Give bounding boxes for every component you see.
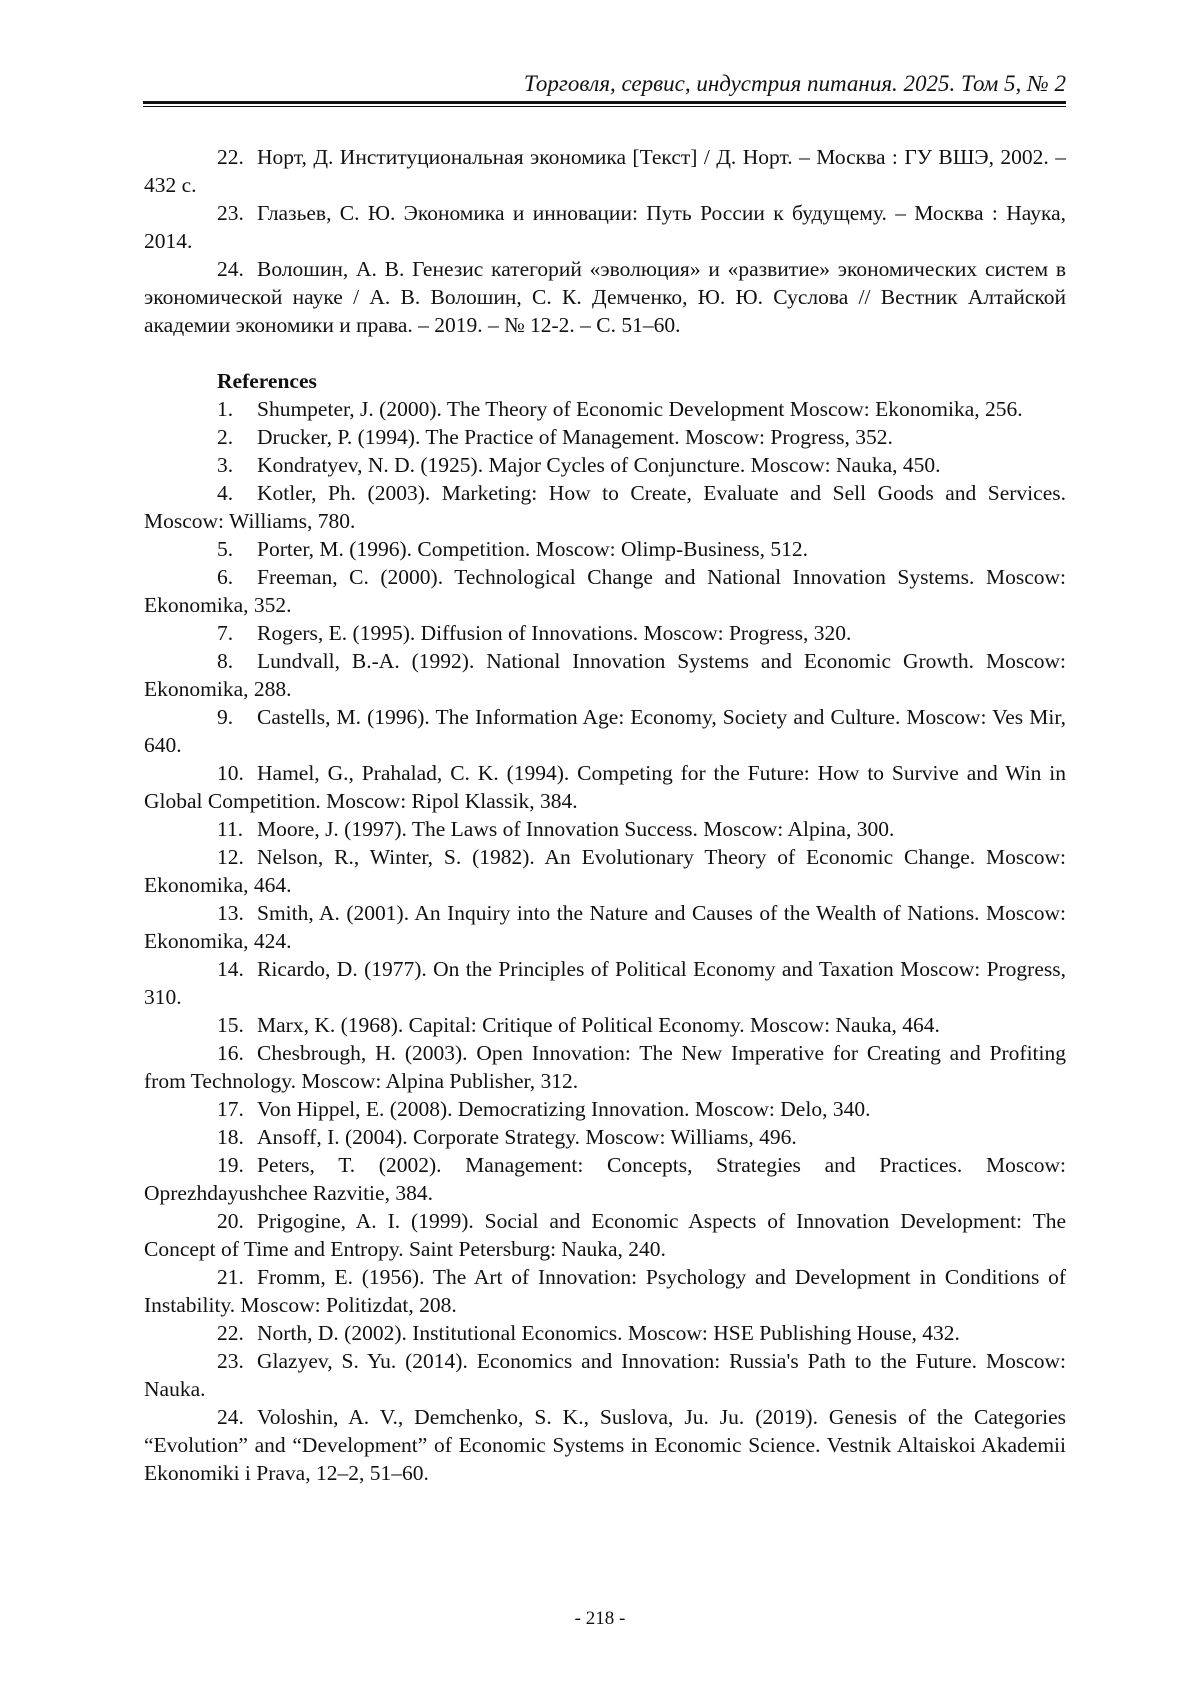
russian-reference-list (144, 143, 1066, 339)
reference-text: Nelson, R., Winter, S. (1982). An Evolutionary Theory of Economic Change. Moscow: Ekonomika, 464. (144, 845, 1066, 897)
reference-text: Норт, Д. Институциональная экономика [Текст] / Д. Норт. – Москва : ГУ ВШЭ, 2002. – 432 с. (144, 145, 1066, 197)
reference-entry (144, 899, 1066, 955)
reference-number: 7. (217, 621, 234, 645)
reference-text: Marx, K. (1968). Capital: Critique of Political Economy. Moscow: Nauka, 464. (257, 1013, 940, 1037)
reference-text: Smith, A. (2001). An Inquiry into the Nature and Causes of the Wealth of Nations. Moscow: Ekonomika, 424. (144, 901, 1066, 953)
reference-number: 22. (217, 145, 244, 169)
english-reference-list (144, 395, 1066, 1487)
reference-number: 10. (217, 761, 244, 785)
reference-text: Shumpeter, J. (2000). The Theory of Economic Development Moscow: Ekonomika, 256. (257, 397, 1023, 421)
reference-text: Kondratyev, N. D. (1925). Major Cycles of Conjuncture. Moscow: Nauka, 450. (257, 453, 941, 477)
reference-text: Ansoff, I. (2004). Corporate Strategy. Moscow: Williams, 496. (257, 1125, 797, 1149)
reference-text: Prigogine, A. I. (1999). Social and Economic Aspects of Innovation Development: The Concept of Time and Entropy. Saint Petersburg: Nauka, 240. (144, 1209, 1066, 1261)
header-rule-thin (143, 106, 1066, 107)
reference-number: 5. (217, 537, 234, 561)
reference-text: Voloshin, A. V., Demchenko, S. K., Suslova, Ju. Ju. (2019). Genesis of the Categories “Evolution” and “Development” of Economic Systems in Economic Science. Vestnik Altaiskoi Akademii Ekonomiki i Prava, 12–2, 51–60. (144, 1405, 1066, 1485)
reference-entry (144, 1123, 1066, 1151)
page-number: - 218 - (574, 1608, 626, 1629)
reference-text: Rogers, E. (1995). Diffusion of Innovations. Moscow: Progress, 320. (257, 621, 852, 645)
reference-number: 9. (217, 705, 234, 729)
reference-entry (144, 1403, 1066, 1487)
reference-number: 14. (217, 957, 244, 981)
reference-number: 19. (217, 1153, 244, 1177)
reference-text: Hamel, G., Prahalad, C. K. (1994). Competing for the Future: How to Survive and Win in Global Competition. Moscow: Ripol Klassik, 384. (144, 761, 1066, 813)
reference-entry (144, 1011, 1066, 1039)
reference-entry (144, 143, 1066, 199)
reference-entry (144, 1095, 1066, 1123)
reference-entry (144, 647, 1066, 703)
reference-entry (144, 199, 1066, 255)
reference-text: North, D. (2002). Institutional Economics. Moscow: HSE Publishing House, 432. (257, 1321, 960, 1345)
reference-entry (144, 1347, 1066, 1403)
reference-entry (144, 1319, 1066, 1347)
reference-number: 6. (217, 565, 234, 589)
reference-entry (144, 1263, 1066, 1319)
header-rule-thick (143, 101, 1066, 104)
reference-number: 11. (217, 817, 244, 841)
reference-entry (144, 535, 1066, 563)
reference-text: Glazyev, S. Yu. (2014). Economics and Innovation: Russia's Path to the Future. Moscow: Nauka. (144, 1349, 1066, 1401)
reference-entry (144, 423, 1066, 451)
reference-number: 20. (217, 1209, 244, 1233)
page-content (144, 143, 1066, 1487)
references-heading: References (217, 369, 317, 393)
reference-number: 12. (217, 845, 244, 869)
reference-text: Fromm, E. (1956). The Art of Innovation: Psychology and Development in Conditions of Instability. Moscow: Politizdat, 208. (144, 1265, 1066, 1317)
reference-number: 4. (217, 481, 234, 505)
reference-entry (144, 1151, 1066, 1207)
reference-text: Peters, T. (2002). Management: Concepts, Strategies and Practices. Moscow: Oprezhdayushchee Razvitie, 384. (144, 1153, 1066, 1205)
reference-entry (144, 451, 1066, 479)
reference-entry (144, 703, 1066, 759)
reference-text: Freeman, C. (2000). Technological Change and National Innovation Systems. Moscow: Ekonomika, 352. (144, 565, 1066, 617)
reference-entry (144, 759, 1066, 815)
reference-entry (144, 1039, 1066, 1095)
reference-number: 21. (217, 1265, 244, 1289)
reference-text: Chesbrough, H. (2003). Open Innovation: The New Imperative for Creating and Profiting from Technology. Moscow: Alpina Publisher, 312. (144, 1041, 1066, 1093)
reference-entry (144, 619, 1066, 647)
reference-number: 3. (217, 453, 234, 477)
reference-text: Kotler, Ph. (2003). Marketing: How to Create, Evaluate and Sell Goods and Services. Moscow: Williams, 780. (144, 481, 1066, 533)
reference-entry (144, 563, 1066, 619)
reference-number: 22. (217, 1321, 244, 1345)
reference-text: Lundvall, B.-A. (1992). National Innovation Systems and Economic Growth. Moscow: Ekonomika, 288. (144, 649, 1066, 701)
reference-number: 1. (217, 397, 234, 421)
reference-text: Ricardo, D. (1977). On the Principles of Political Economy and Taxation Moscow: Progress, 310. (144, 957, 1066, 1009)
reference-number: 23. (217, 201, 244, 225)
reference-text: Moore, J. (1997). The Laws of Innovation Success. Moscow: Alpina, 300. (257, 817, 895, 841)
reference-number: 8. (217, 649, 234, 673)
reference-entry (144, 843, 1066, 899)
reference-number: 13. (217, 901, 244, 925)
reference-text: Волошин, А. В. Генезис категорий «эволюция» и «развитие» экономических систем в экономической науке / А. В. Волошин, С. К. Демченко, Ю. Ю. Суслова // Вестник Алтайской академии экономики и права. – 2019. – № 12-2. – С. 51–60. (144, 257, 1066, 337)
running-header: Торговля, сервис, индустрия питания. 2025. Том 5, № 2 (523, 71, 1066, 96)
reference-number: 2. (217, 425, 234, 449)
reference-text: Von Hippel, E. (2008). Democratizing Innovation. Moscow: Delo, 340. (257, 1097, 871, 1121)
reference-text: Drucker, P. (1994). The Practice of Management. Moscow: Progress, 352. (257, 425, 893, 449)
reference-number: 17. (217, 1097, 244, 1121)
reference-number: 23. (217, 1349, 244, 1373)
reference-number: 24. (217, 1405, 244, 1429)
reference-number: 24. (217, 257, 244, 281)
reference-text: Castells, M. (1996). The Information Age: Economy, Society and Culture. Moscow: Ves Mir, 640. (144, 705, 1066, 757)
reference-entry (144, 395, 1066, 423)
reference-text: Porter, M. (1996). Competition. Moscow: Olimp-Business, 512. (257, 537, 808, 561)
reference-number: 15. (217, 1013, 244, 1037)
reference-entry (144, 479, 1066, 535)
reference-entry (144, 955, 1066, 1011)
reference-entry (144, 1207, 1066, 1263)
reference-number: 16. (217, 1041, 244, 1065)
reference-number: 18. (217, 1125, 244, 1149)
reference-text: Глазьев, С. Ю. Экономика и инновации: Путь России к будущему. – Москва : Наука, 2014. (144, 201, 1066, 253)
reference-entry (144, 815, 1066, 843)
reference-entry (144, 255, 1066, 339)
